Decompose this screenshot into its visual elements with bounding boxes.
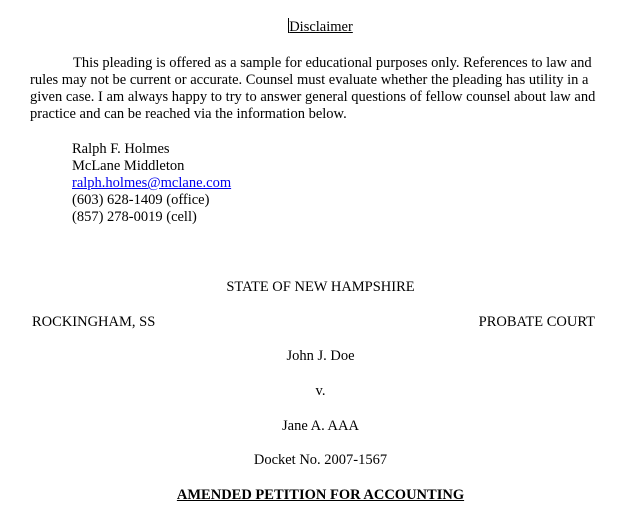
document-title: AMENDED PETITION FOR ACCOUNTING <box>176 487 465 503</box>
court-label: PROBATE COURT <box>478 314 595 330</box>
state-heading: STATE OF NEW HAMPSHIRE <box>226 279 415 295</box>
versus-label: v. <box>315 383 326 399</box>
respondent-name: Jane A. AAA <box>282 418 359 434</box>
disclaimer-paragraph: This pleading is offered as a sample for educational purposes only. References to law and rules may not be current or accurate. Counsel must evaluate whether the pleading has utility in a given case. I am always happy to try to answer general questions of fellow counsel about law and practice and can be reached via the information below. <box>30 55 596 122</box>
contact-block <box>72 141 231 226</box>
contact-name: Ralph F. Holmes <box>72 141 170 157</box>
contact-cell-phone: (857) 278-0019 (cell) <box>72 209 197 225</box>
docket-number: Docket No. 2007-1567 <box>253 452 388 468</box>
contact-office-phone: (603) 628-1409 (office) <box>72 192 210 208</box>
petitioner-name: John J. Doe <box>286 348 355 364</box>
disclaimer-title: Disclaimer <box>289 19 353 35</box>
contact-email-link[interactable]: ralph.holmes@mclane.com <box>72 175 232 191</box>
county-label: ROCKINGHAM, SS <box>32 314 156 330</box>
disclaimer-heading <box>0 18 641 36</box>
contact-firm: McLane Middleton <box>72 158 185 174</box>
